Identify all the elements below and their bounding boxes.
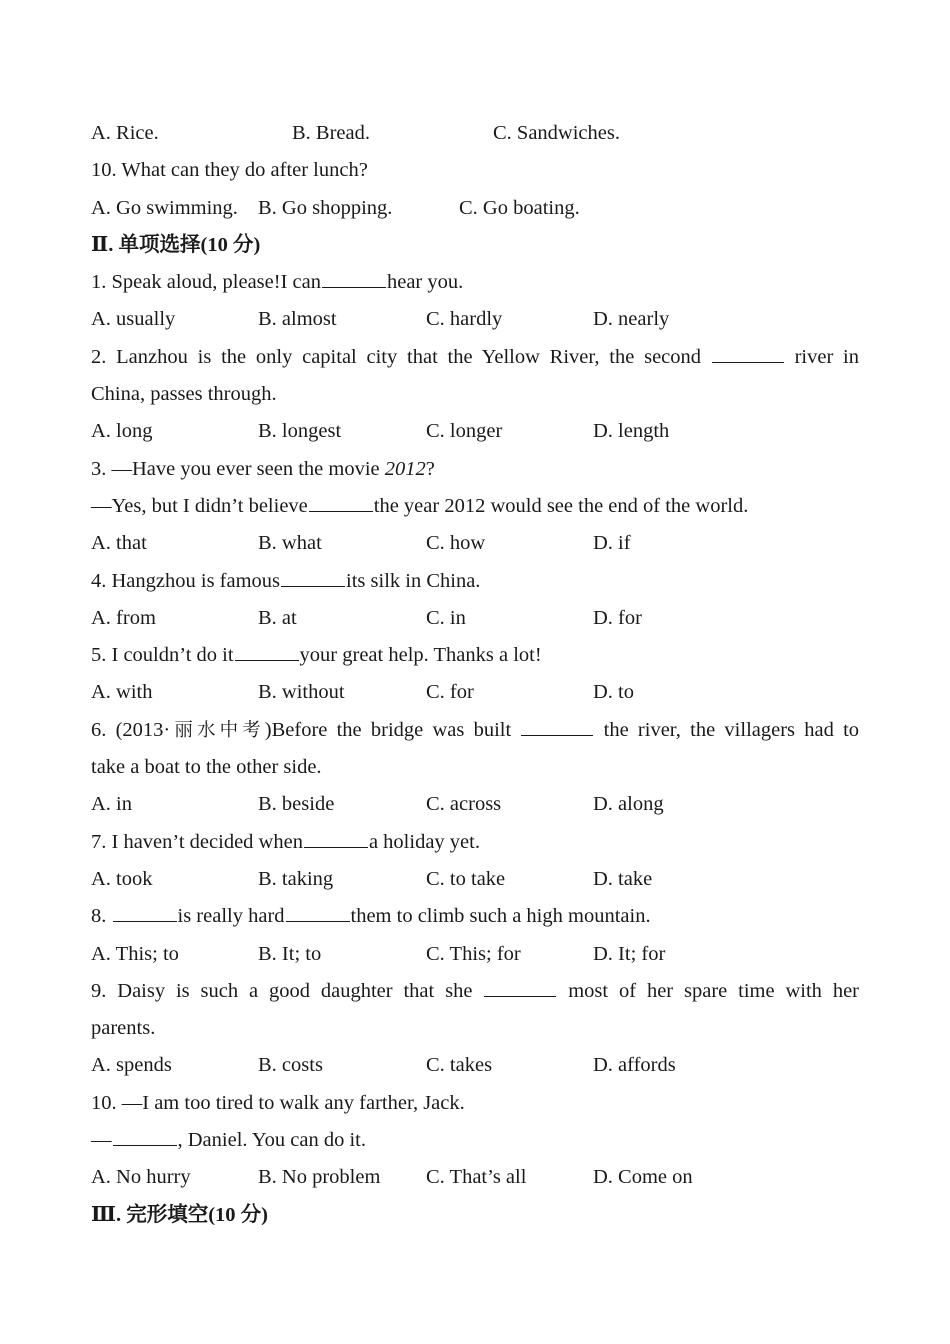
question-9-stem: [91, 973, 859, 1010]
stem-text: 4. Hangzhou is famous: [91, 569, 281, 592]
movie-title: 2012: [384, 457, 426, 480]
answer-blank: [304, 825, 368, 848]
option-c: C. This; for: [426, 942, 521, 965]
stem-text: 1. Speak aloud, please!I can: [91, 271, 321, 294]
stem-text: 3. —Have you ever seen the movie: [91, 457, 385, 480]
question-4-stem: [91, 563, 859, 600]
option-a: A. from: [91, 606, 156, 629]
option-a: A. long: [91, 420, 153, 443]
option-d: D. It; for: [593, 942, 666, 965]
answer-blank: [309, 489, 373, 512]
option-d: D. if: [593, 532, 631, 555]
option-b: B. It; to: [258, 942, 322, 965]
option-c: C. to take: [426, 867, 506, 890]
option-c: C. across: [426, 793, 502, 816]
option-b: B. Bread.: [292, 122, 370, 144]
option-c: C. That’s all: [426, 1166, 527, 1189]
stem-text: ?: [425, 457, 435, 480]
question-1-stem: [91, 264, 859, 301]
question-9-stem-continued: parents.: [91, 1017, 156, 1040]
question-10-stem: 10. —I am too tired to walk any farther, Jack.: [91, 1091, 465, 1114]
question-10-options: [91, 1159, 859, 1196]
stem-text: your great help. Thanks a lot!: [299, 644, 542, 667]
option-d: D. nearly: [593, 308, 670, 331]
section-2-number: Ⅱ.: [91, 233, 114, 256]
listening-q10-stem: 10. What can they do after lunch?: [91, 159, 368, 182]
answer-blank: [235, 639, 299, 662]
answer-blank: [484, 974, 556, 997]
option-c: C. Go boating.: [459, 196, 580, 219]
option-a: A. with: [91, 681, 153, 704]
stem-text: —: [91, 1129, 112, 1152]
question-4-options: [91, 600, 859, 637]
option-a: A. Go swimming.: [91, 196, 238, 219]
section-2-heading: [91, 227, 859, 264]
question-8-options: [91, 936, 859, 973]
question-7-options: [91, 861, 859, 898]
answer-blank: [322, 266, 386, 289]
option-a: A. usually: [91, 308, 176, 331]
stem-text: the river, the villagers had to: [603, 718, 860, 741]
stem-text: 5. I couldn’t do it: [91, 644, 234, 667]
question-10-reply: [91, 1122, 859, 1159]
option-c: C. Sandwiches.: [493, 122, 620, 144]
stem-text: a holiday yet.: [368, 830, 480, 853]
stem-text: hear you.: [386, 271, 464, 294]
question-5-stem: [91, 637, 859, 674]
listening-q9-options: [91, 115, 859, 152]
option-a: A. This; to: [91, 942, 179, 965]
option-d: D. for: [593, 606, 642, 629]
question-9-options: [91, 1047, 859, 1084]
option-c: C. hardly: [426, 308, 503, 331]
option-c: C. in: [426, 606, 466, 629]
question-2-stem-continued: China, passes through.: [91, 383, 277, 406]
answer-blank: [286, 900, 350, 923]
option-a: A. No hurry: [91, 1166, 191, 1189]
exam-source: 丽水中考: [170, 719, 265, 741]
answer-blank: [521, 713, 593, 736]
stem-text: 2. Lanzhou is the only capital city that the Yellow River, the second: [91, 345, 702, 368]
question-8-stem: [91, 898, 859, 935]
answer-blank: [712, 340, 784, 363]
option-b: B. longest: [258, 420, 342, 443]
option-d: D. to: [593, 681, 634, 704]
section-2-title: 单项选择(10 分): [113, 233, 261, 256]
answer-blank: [281, 564, 345, 587]
option-a: A. in: [91, 793, 132, 816]
question-2-options: [91, 413, 859, 450]
stem-text: 7. I haven’t decided when: [91, 830, 303, 853]
stem-text: 8.: [91, 905, 112, 928]
question-3-reply: [91, 488, 859, 525]
stem-text: )Before the bridge was built: [264, 718, 512, 741]
stem-text: its silk in China.: [346, 569, 481, 592]
section-3-heading: [91, 1197, 859, 1234]
option-b: B. almost: [258, 308, 337, 331]
option-a: A. Rice.: [91, 122, 159, 144]
stem-text: them to climb such a high mountain.: [350, 905, 651, 928]
question-6-options: [91, 786, 859, 823]
answer-blank: [113, 1124, 177, 1147]
option-a: A. spends: [91, 1054, 172, 1077]
stem-text: , Daniel. You can do it.: [177, 1129, 366, 1152]
exam-page: [91, 115, 859, 1234]
option-b: B. taking: [258, 867, 334, 890]
question-2-stem: [91, 339, 859, 376]
stem-text: the year 2012 would see the end of the world.: [373, 494, 749, 517]
stem-text: most of her spare time with her: [568, 979, 859, 1002]
answer-blank: [113, 900, 177, 923]
option-b: B. costs: [258, 1054, 323, 1077]
question-3-stem: [91, 451, 859, 488]
question-6-stem: [91, 712, 859, 749]
option-c: C. for: [426, 681, 474, 704]
question-1-options: [91, 301, 859, 338]
stem-text: river in: [794, 345, 860, 368]
option-a: A. that: [91, 532, 147, 555]
option-d: D. take: [593, 867, 653, 890]
section-3-number: Ⅲ.: [91, 1203, 122, 1226]
question-3-options: [91, 525, 859, 562]
stem-text: 9. Daisy is such a good daughter that she: [91, 979, 473, 1002]
option-b: B. at: [258, 606, 297, 629]
option-d: D. Come on: [593, 1166, 693, 1189]
option-c: C. longer: [426, 420, 503, 443]
question-5-options: [91, 674, 859, 711]
stem-text: is really hard: [177, 905, 285, 928]
option-b: B. what: [258, 532, 322, 555]
stem-text: 6. (2013·: [91, 718, 171, 741]
option-a: A. took: [91, 867, 153, 890]
stem-text: —Yes, but I didn’t believe: [91, 494, 308, 517]
section-3-title: 完形填空(10 分): [121, 1203, 268, 1226]
question-7-stem: [91, 824, 859, 861]
listening-q10-options: [91, 190, 859, 227]
option-c: C. how: [426, 532, 486, 555]
option-b: B. No problem: [258, 1166, 381, 1189]
option-c: C. takes: [426, 1054, 493, 1077]
option-b: B. without: [258, 681, 345, 704]
option-b: B. beside: [258, 793, 335, 816]
option-d: D. length: [593, 420, 670, 443]
option-d: D. affords: [593, 1054, 676, 1077]
option-d: D. along: [593, 793, 664, 816]
option-b: B. Go shopping.: [258, 196, 393, 219]
question-6-stem-continued: take a boat to the other side.: [91, 756, 322, 779]
